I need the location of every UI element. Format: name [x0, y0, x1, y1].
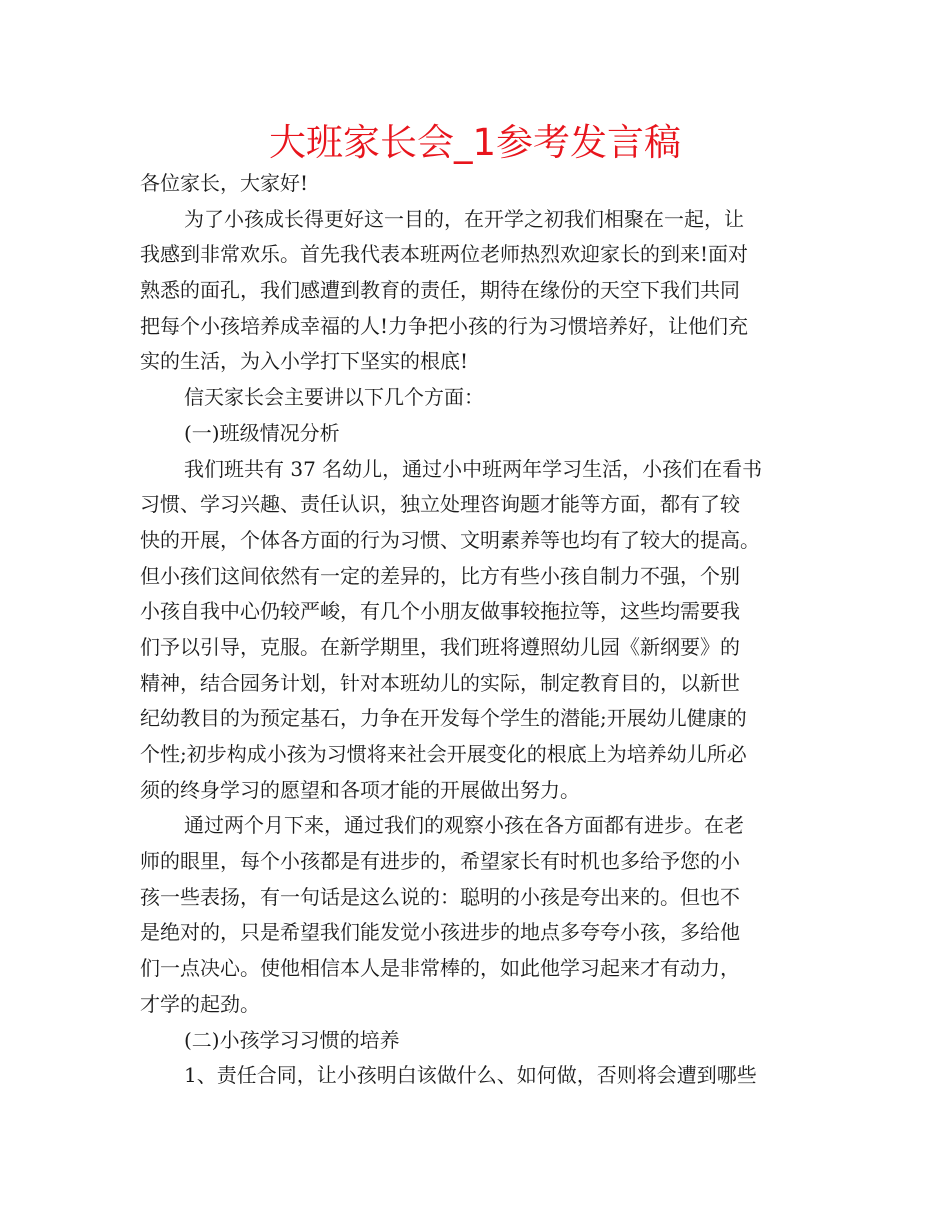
body-line: 实的生活，为入小学打下坚实的根底!	[140, 349, 469, 374]
body-line: 师的眼里，每个小孩都是有进步的，希望家长有时机也多给予您的小	[140, 849, 740, 874]
body-line: 信天家长会主要讲以下几个方面：	[184, 385, 484, 410]
body-line: 熟悉的面孔，我们感遭到教育的责任，期待在缘份的天空下我们共同	[140, 278, 740, 303]
body-line: 是绝对的，只是希望我们能发觉小孩进步的地点多夸夸小孩，多给他	[140, 920, 740, 945]
body-line: 孩一些表扬，有一句话是这么说的：聪明的小孩是夸出来的。但也不	[140, 884, 740, 909]
body-line: 把每个小孩培养成幸福的人!力争把小孩的行为习惯培养好，让他们充	[140, 313, 749, 338]
body-line: 纪幼教目的为预定基石，力争在开发每个学生的潜能;开展幼儿健康的	[140, 706, 747, 731]
body-line: 个性;初步构成小孩为习惯将来社会开展变化的根底上为培养幼儿所必	[140, 742, 747, 766]
body-line: 我感到非常欢乐。首先我代表本班两位老师热烈欢迎家长的到来!面对	[140, 242, 749, 267]
body-line: 各位家长，大家好!	[140, 171, 309, 195]
body-line: (一)班级情况分析	[184, 420, 340, 445]
body-line: 习惯、学习兴趣、责任认识，独立处理咨询题才能等方面，都有了较	[140, 492, 740, 517]
body-line: 才学的起劲。	[140, 991, 260, 1016]
body-line: (二)小孩学习习惯的培养	[184, 1027, 400, 1052]
body-line: 们一点决心。使他相信本人是非常棒的，如此他学习起来才有动力，	[140, 956, 740, 981]
body-line: 但小孩们这间依然有一定的差异的，比方有些小孩自制力不强，个别	[140, 563, 740, 588]
body-line: 们予以引导，克服。在新学期里，我们班将遵照幼儿园《新纲要》的	[140, 634, 740, 659]
body-line: 小孩自我中心仍较严峻，有几个小朋友做事较拖拉等，这些均需要我	[140, 599, 740, 624]
body-line: 为了小孩成长得更好这一目的，在开学之初我们相聚在一起，让	[184, 206, 744, 231]
body-line: 我们班共有 37 名幼儿，通过小中班两年学习生活，小孩们在看书	[184, 456, 763, 481]
body-line: 快的开展，个体各方面的行为习惯、文明素养等也均有了较大的提高。	[140, 527, 760, 552]
body-line: 须的终身学习的愿望和各项才能的开展做出努力。	[140, 777, 580, 802]
body-line: 通过两个月下来，通过我们的观察小孩在各方面都有进步。在老	[184, 813, 744, 838]
document-body	[140, 166, 830, 1094]
body-line: 精神，结合园务计划，针对本班幼儿的实际，制定教育目的，以新世	[140, 670, 740, 695]
body-line: 1、责任合同，让小孩明白该做什么、如何做，否则将会遭到哪些	[184, 1063, 757, 1088]
document-title: 大班家长会_1参考发言稿	[268, 121, 682, 164]
